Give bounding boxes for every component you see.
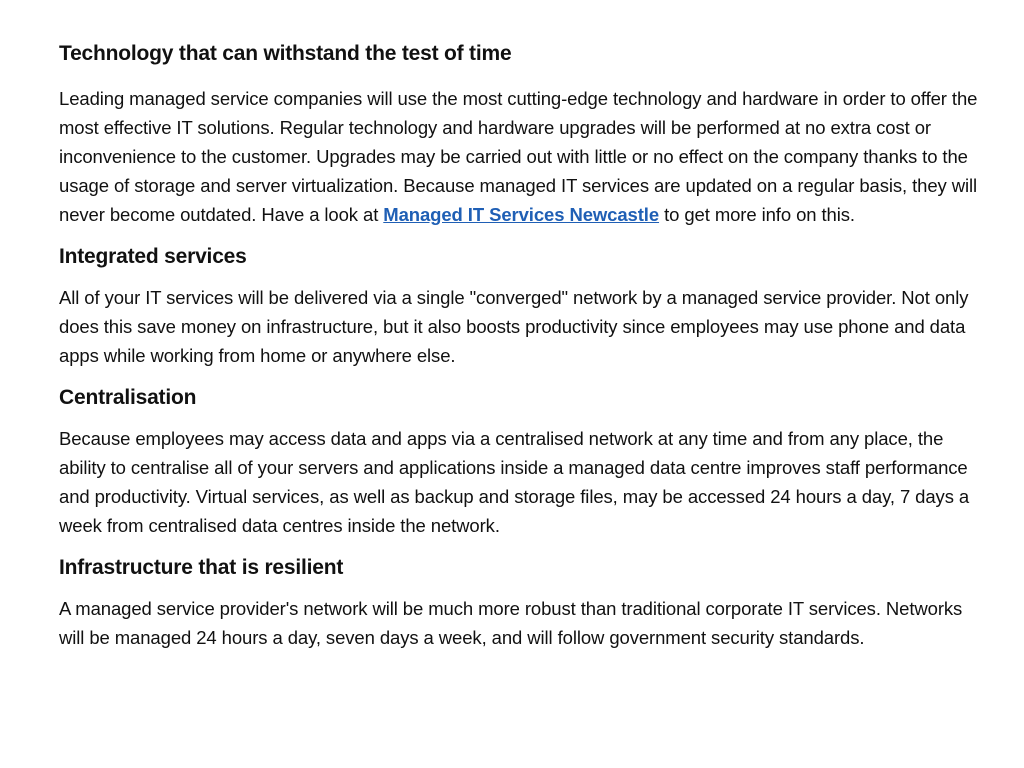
body-text-after-link: to get more info on this. <box>659 204 855 225</box>
managed-it-services-link[interactable]: Managed IT Services Newcastle <box>383 204 660 225</box>
section-body: All of your IT services will be delivered via a single "converged" network by a managed service provider. Not only does this save money on infrastructure, but it also boosts productivity since employees may use phone and data apps while working from home or anywhere else. <box>59 287 969 366</box>
section-heading: Technology that can withstand the test of time <box>59 42 512 65</box>
body-text-before-link: Leading managed service companies will use the most cutting-edge technology and hardware in order to offer the most effective IT solutions. Regular technology and hardware upgrades will be performed at no extra cost or inconvenience to the customer. Upgrades may be carried out with little or no effect on the company thanks to the usage of storage and server virtualization. Because managed IT services are updated on a regular basis, they will never become outdated. Have a look at <box>59 88 978 225</box>
section-heading: Centralisation <box>59 386 197 409</box>
section-heading: Infrastructure that is resilient <box>59 556 344 579</box>
document-page <box>59 40 979 652</box>
section-centralisation <box>59 384 979 540</box>
section-integrated-services <box>59 243 979 370</box>
section-body: Because employees may access data and apps via a centralised network at any time and from any place, the ability to centralise all of your servers and applications inside a managed data centre improves staff performance and productivity. Virtual services, as well as backup and storage files, may be accessed 24 hours a day, 7 days a week from centralised data centres inside the network. <box>59 428 970 536</box>
section-resilient-infrastructure <box>59 554 979 652</box>
section-body <box>59 84 979 229</box>
section-heading: Integrated services <box>59 245 247 268</box>
section-body: A managed service provider's network will be much more robust than traditional corporate IT services. Networks will be managed 24 hours a day, seven days a week, and will follow government security standards. <box>59 598 963 648</box>
section-technology <box>59 40 979 229</box>
